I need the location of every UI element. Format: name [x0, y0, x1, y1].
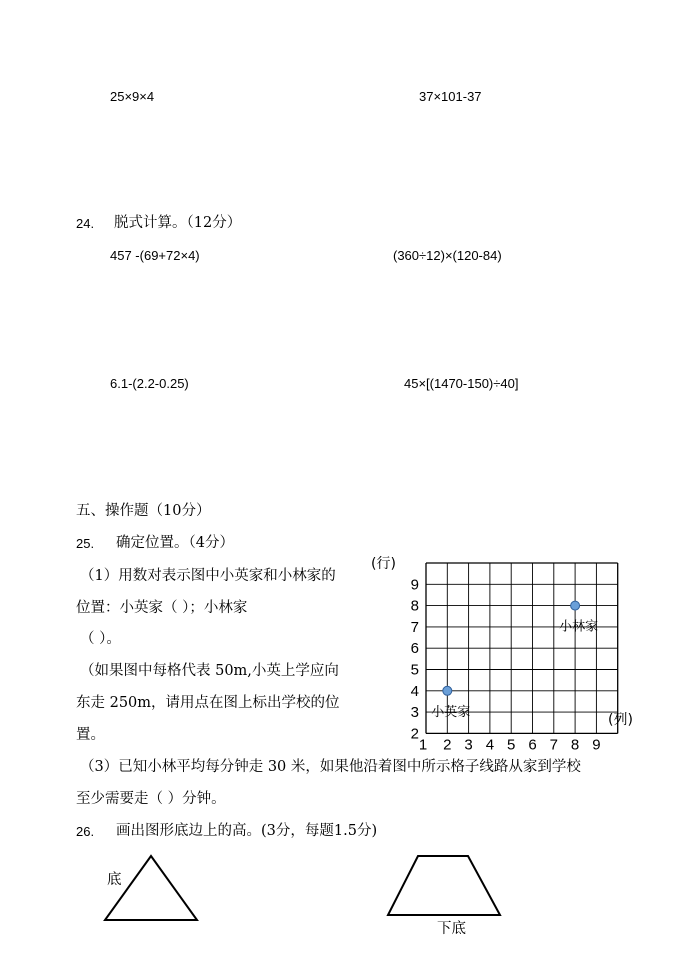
trapezoid-shape	[388, 856, 500, 915]
q25-part2-line1: （如果图中每格代表 50m,小英上学应向	[80, 663, 339, 679]
trapezoid-figure[interactable]	[380, 848, 510, 923]
y-tick-label: 3	[410, 704, 419, 722]
q24-expression-4: 45×[(1470-150)÷40]	[404, 376, 519, 391]
x-tick-label: 3	[464, 736, 473, 754]
y-tick-label: 5	[410, 661, 419, 679]
triangle-base-label: 底	[107, 872, 122, 888]
point-label: 小林家	[559, 619, 599, 635]
x-tick-label: 1	[418, 736, 428, 754]
expression-37x101-37: 37×101-37	[419, 89, 482, 104]
x-tick-label: 5	[507, 736, 516, 754]
q24-expression-3: 6.1-(2.2-0.25)	[110, 376, 189, 391]
q25-part1-line2: 位置：小英家（ ）；小林家	[76, 600, 248, 616]
coordinate-grid[interactable]	[365, 552, 655, 754]
y-tick-label: 8	[410, 597, 419, 615]
y-tick-label: 4	[410, 682, 419, 700]
x-tick-label: 8	[570, 736, 580, 754]
section-5-title: 五、操作题（10分）	[76, 503, 211, 519]
x-tick-label: 7	[549, 736, 558, 754]
q24-expression-1: 457 -(69+72×4)	[110, 248, 200, 263]
q25-part3-line2: 至少需要走（ ）分钟。	[76, 791, 226, 807]
y-tick-label: 9	[410, 576, 419, 594]
q25-part1-line1: （1）用数对表示图中小英家和小林家的	[80, 568, 336, 584]
y-tick-label: 7	[410, 618, 419, 636]
q26-number: 26.	[76, 824, 95, 839]
point-label: 小英家	[431, 704, 471, 720]
point-marker	[571, 601, 580, 610]
x-tick-label: 6	[528, 736, 537, 754]
col-axis-label: (列)	[608, 712, 633, 728]
x-tick-label: 2	[443, 736, 452, 754]
q24-title: 脱式计算。（12分）	[114, 215, 242, 231]
q26-title: 画出图形底边上的高。(3分，每题1.5分)	[116, 823, 378, 839]
point-marker	[443, 686, 452, 695]
x-tick-label: 4	[485, 736, 495, 754]
q24-expression-2: (360÷12)×(120-84)	[393, 248, 502, 263]
q25-part2-line3: 置。	[76, 727, 105, 743]
y-tick-label: 6	[410, 640, 419, 658]
y-tick-label: 2	[410, 725, 419, 743]
q25-number: 25.	[76, 536, 95, 551]
q25-part3-line1: （3）已知小林平均每分钟走 30 米，如果他沿着图中所示格子线路从家到学校	[80, 759, 581, 775]
trapezoid-base-label: 下底	[437, 921, 466, 937]
row-axis-label: (行)	[371, 556, 396, 572]
q25-title: 确定位置。（4分）	[116, 535, 234, 551]
q25-part2-line2: 东走 250m，请用点在图上标出学校的位	[76, 695, 340, 711]
grid-points	[431, 601, 598, 720]
x-tick-label: 9	[592, 736, 601, 754]
q25-part1-line3: （ ）。	[80, 631, 121, 647]
expression-25x9x4: 25×9×4	[110, 89, 155, 104]
q24-number: 24.	[76, 216, 95, 231]
